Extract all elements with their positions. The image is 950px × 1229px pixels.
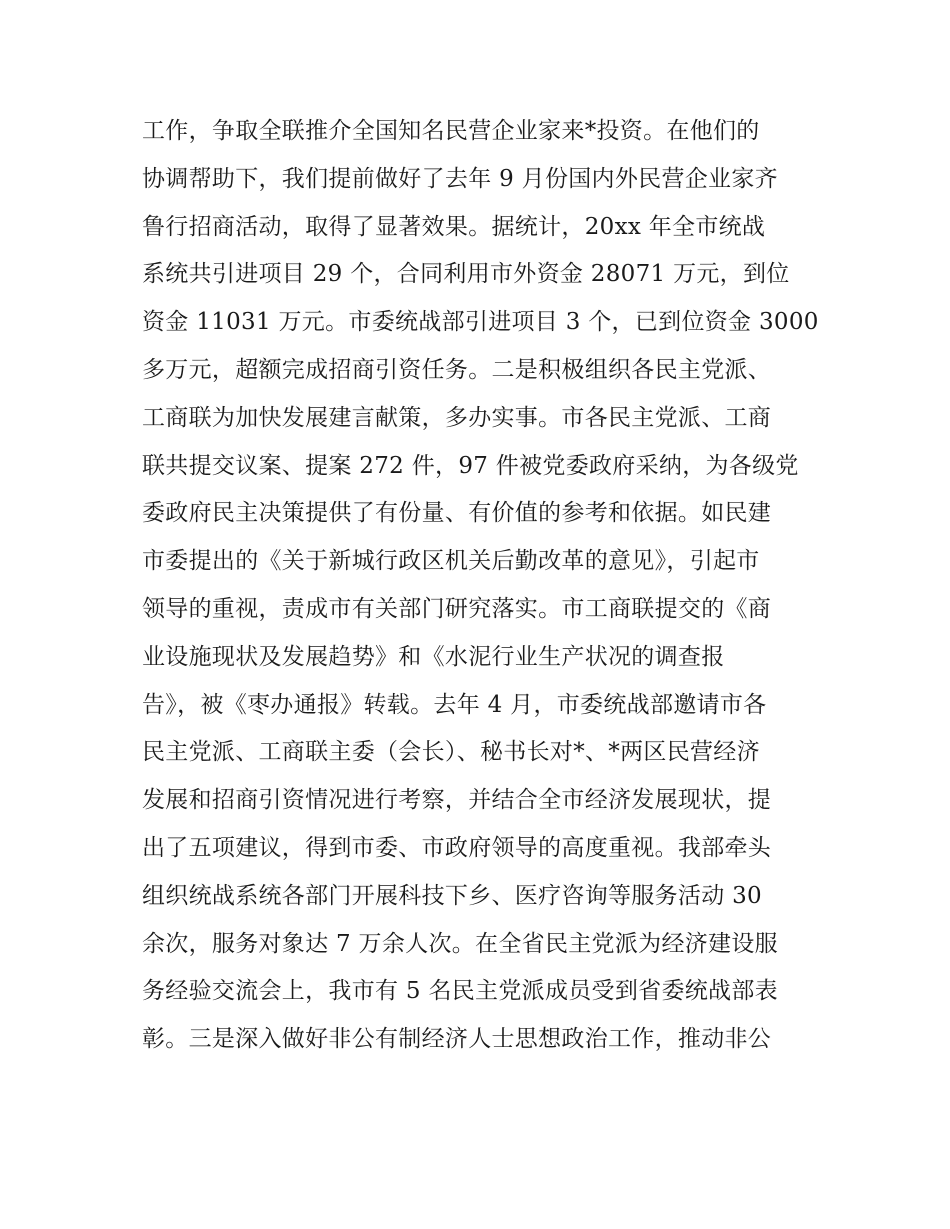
text-line: 彰。三是深入做好非公有制经济人士思想政治工作，推动非公 — [142, 1026, 772, 1053]
text-line: 民主党派、工商联主委（会长）、秘书长对*、*两区民营经济 — [142, 739, 760, 766]
text-line: 工商联为加快发展建言献策，多办实事。市各民主党派、工商 — [142, 404, 772, 431]
text-line: 务经验交流会上，我市有 5 名民主党派成员受到省委统战部表 — [142, 978, 778, 1005]
text-line: 告》，被《枣办通报》转载。去年 4 月，市委统战部邀请市各 — [142, 691, 767, 718]
text-line: 联共提交议案、提案 272 件，97 件被党委政府采纳，为各级党 — [142, 452, 799, 479]
text-line: 市委提出的《关于新城行政区机关后勤改革的意见》，引起市 — [142, 548, 760, 575]
text-line: 组织统战系统各部门开展科技下乡、医疗咨询等服务活动 30 — [142, 882, 762, 909]
text-line: 系统共引进项目 29 个，合同利用市外资金 28071 万元，到位 — [142, 261, 790, 288]
text-line: 工作，争取全联推介全国知名民营企业家来*投资。在他们的 — [142, 118, 760, 144]
text-line: 领导的重视，责成市有关部门研究落实。市工商联提交的《商 — [142, 595, 772, 622]
text-line: 业设施现状及发展趋势》和《水泥行业生产状况的调查报 — [142, 643, 725, 670]
text-line: 委政府民主决策提供了有份量、有价值的参考和依据。如民建 — [142, 500, 772, 527]
text-line: 资金 11031 万元。市委统战部引进项目 3 个，已到位资金 3000 — [142, 309, 819, 336]
text-line: 发展和招商引资情况进行考察，并结合全市经济发展现状，提 — [142, 787, 772, 814]
text-line: 余次，服务对象达 7 万余人次。在全省民主党派为经济建设服 — [142, 930, 778, 957]
text-line: 协调帮助下，我们提前做好了去年 9 月份国内外民营企业家齐 — [142, 165, 778, 192]
text-line: 多万元，超额完成招商引资任务。二是积极组织各民主党派、 — [142, 356, 772, 383]
text-line: 出了五项建议，得到市委、市政府领导的高度重视。我部牵头 — [142, 834, 772, 861]
body-text — [142, 108, 822, 1064]
text-line: 鲁行招商活动，取得了显著效果。据统计，20xx 年全市统战 — [142, 213, 766, 240]
